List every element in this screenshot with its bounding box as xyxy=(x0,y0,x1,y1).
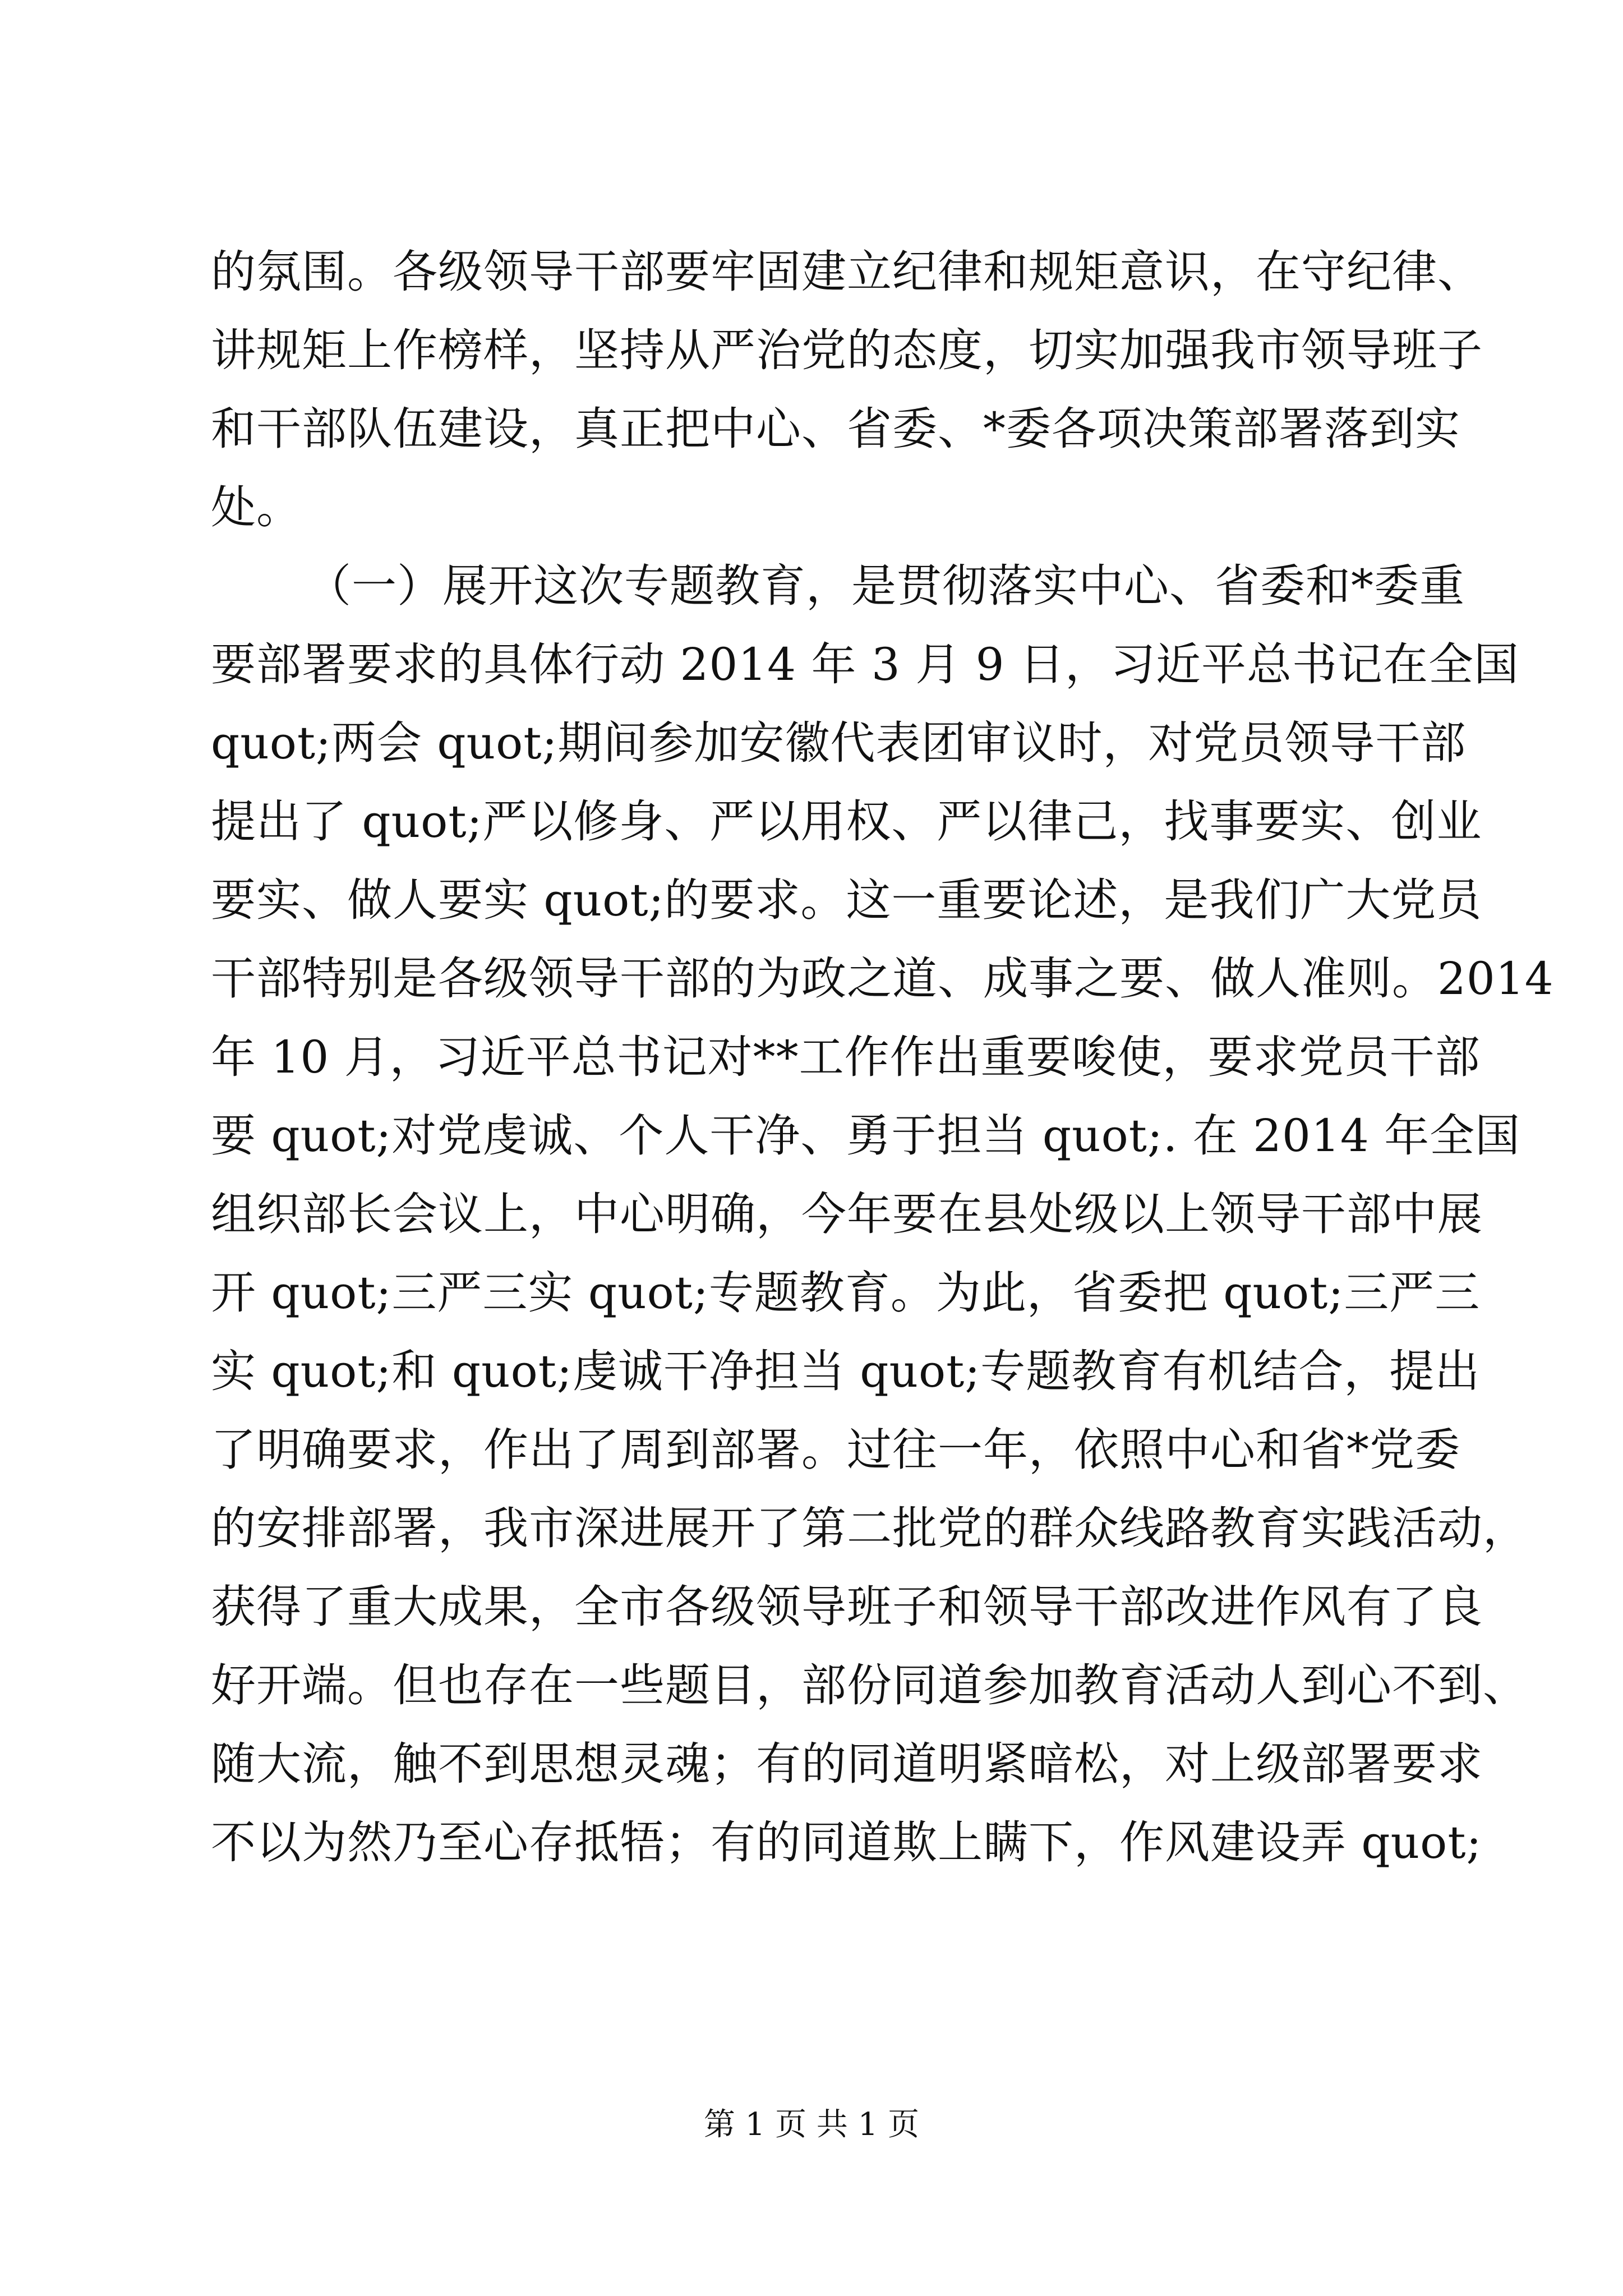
text-line: 实 quot;和 quot;虔诚干净担当 quot;专题教育有机结合，提出 xyxy=(211,1345,1481,1397)
text-line: 不以为然乃至心存抵牾；有的同道欺上瞒下，作风建设弄 quot; xyxy=(211,1816,1482,1869)
text-line: 开 quot;三严三实 quot;专题教育。为此，省委把 quot;三严三 xyxy=(211,1267,1481,1319)
text-line: 年 10 月，习近平总书记对**工作作出重要唆使，要求党员干部 xyxy=(211,1031,1481,1083)
text-line: 要部署要求的具体行动 2014 年 3 月 9 日，习近平总书记在全国 xyxy=(211,638,1519,691)
page-footer: 第 1 页 共 1 页 xyxy=(703,2106,920,2143)
text-line: 随大流，触不到思想灵魂；有的同道明紧暗松，对上级部署要求 xyxy=(211,1738,1483,1790)
text-line: 了明确要求，作出了周到部署。过往一年，依照中心和省*党委 xyxy=(211,1424,1460,1476)
text-line: 处。 xyxy=(211,481,302,533)
text-line: 和干部队伍建设，真正把中心、省委、*委各项决策部署落到实 xyxy=(211,403,1460,455)
text-line: 要 quot;对党虔诚、个人干净、勇于担当 quot;. 在 2014 年全国 xyxy=(211,1110,1521,1162)
text-line: 的安排部署，我市深进展开了第二批党的群众线路教育实践活动， xyxy=(211,1502,1528,1554)
text-line: 的氛围。各级领导干部要牢固建立纪律和规矩意识，在守纪律、 xyxy=(211,246,1483,298)
text-line: （一）展开这次专题教育，是贯彻落实中心、省委和*委重 xyxy=(306,560,1465,612)
text-line: 组织部长会议上，中心明确，今年要在县处级以上领导干部中展 xyxy=(211,1188,1483,1240)
text-line: 干部特别是各级领导干部的为政之道、成事之要、做人准则。2014 xyxy=(211,953,1554,1005)
text-line: 好开端。但也存在一些题目，部份同道参加教育活动人到心不到、 xyxy=(211,1659,1528,1711)
text-line: 获得了重大成果，全市各级领导班子和领导干部改进作风有了良 xyxy=(211,1581,1483,1633)
text-line: 要实、做人要实 quot;的要求。这一重要论述，是我们广大党员 xyxy=(211,874,1482,926)
text-line: quot;两会 quot;期间参加安徽代表团审议时，对党员领导干部 xyxy=(211,717,1467,769)
text-line: 提出了 quot;严以修身、严以用权、严以律己，找事要实、创业 xyxy=(211,795,1482,848)
text-line: 讲规矩上作榜样，坚持从严治党的态度，切实加强我市领导班子 xyxy=(211,324,1483,376)
